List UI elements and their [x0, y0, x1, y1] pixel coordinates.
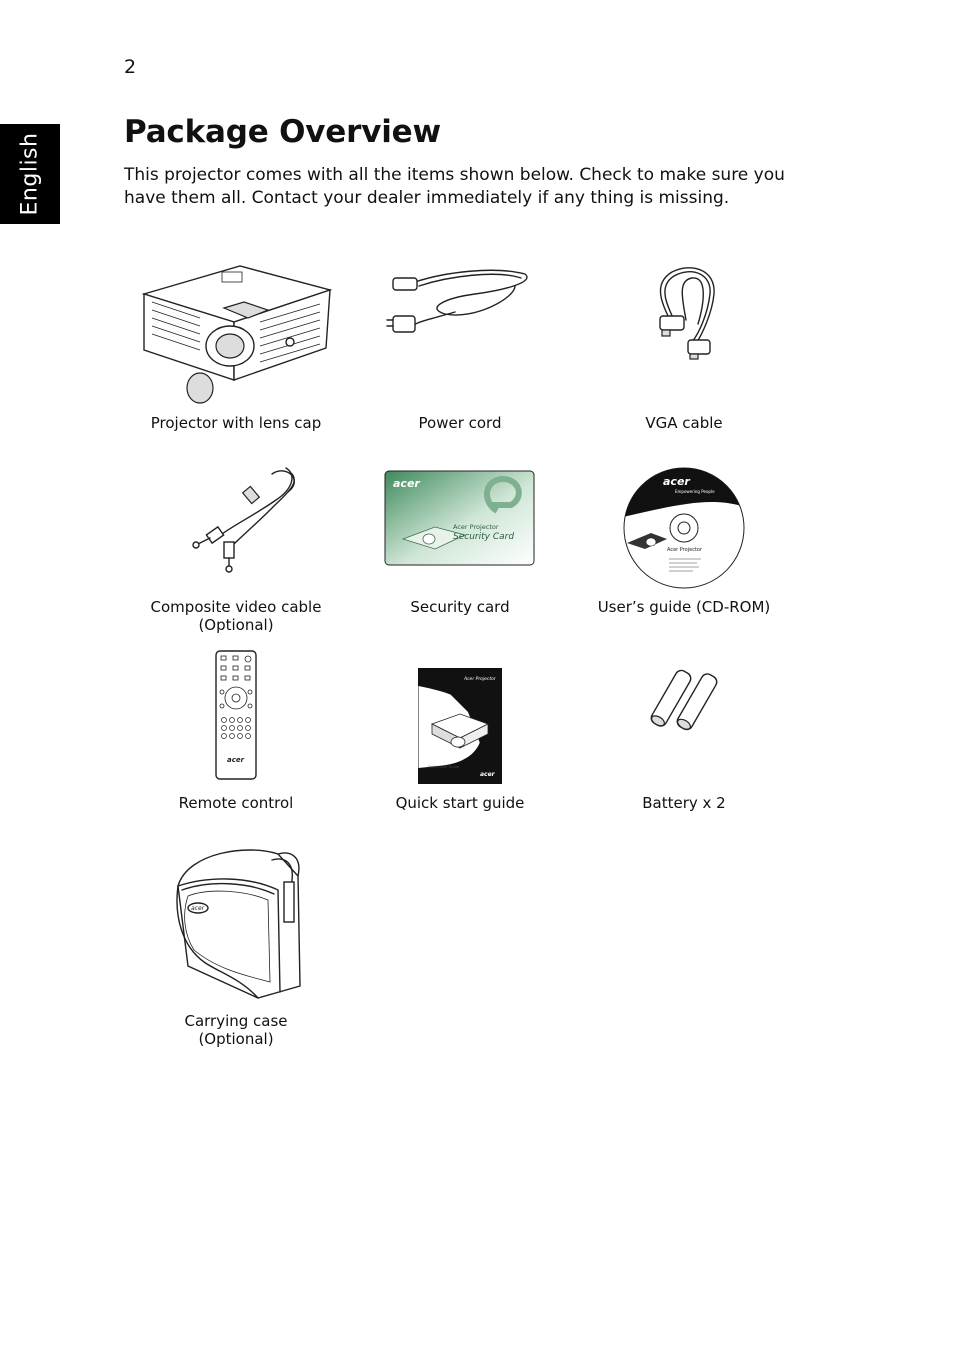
remote-control-illustration: [215, 650, 257, 780]
item-label: VGA cable: [645, 414, 723, 432]
security-card-illustration: [385, 471, 535, 566]
guide-header: Acer Projector: [464, 677, 496, 682]
cd-rom-illustration: [623, 467, 745, 589]
page-number: 2: [124, 56, 137, 78]
item-label: User’s guide (CD-ROM): [597, 598, 771, 616]
language-tab-label: English: [17, 132, 43, 216]
security-card-brand: acer: [393, 477, 420, 490]
cd-product: Acer Projector: [667, 547, 703, 553]
item-label: Composite video cable: [150, 598, 322, 616]
vga-cable-illustration: [642, 264, 732, 360]
item-remote-control: [116, 650, 356, 820]
guide-brand: acer: [480, 771, 495, 778]
item-label: Carrying case: [184, 1012, 288, 1030]
intro-paragraph: This projector comes with all the items shown below. Check to make sure you have them all. Contact your dealer immediately if any thing is missing.: [124, 165, 785, 208]
guide-footer: Quick Start Guide: [428, 765, 459, 769]
item-label: Quick start guide: [395, 794, 525, 812]
item-power-cord: [340, 262, 580, 442]
battery-illustration: [648, 666, 724, 732]
remote-brand: acer: [227, 756, 245, 764]
quick-start-guide-illustration: [418, 668, 502, 784]
composite-cable-illustration: [176, 464, 306, 574]
security-card-line1: Acer Projector: [453, 523, 499, 531]
item-quick-start-guide: [340, 650, 580, 820]
projector-illustration: [140, 262, 340, 407]
page-title: Package Overview: [124, 114, 441, 150]
item-users-guide-cd: [564, 464, 804, 639]
power-cord-illustration: [385, 268, 535, 338]
case-brand: acer: [191, 905, 205, 912]
item-label-note: (Optional): [198, 1030, 274, 1048]
item-label: Remote control: [178, 794, 294, 812]
item-carrying-case: [116, 846, 356, 1056]
item-security-card: [340, 464, 580, 639]
item-projector: [116, 262, 356, 442]
security-card-line2: Security Card: [453, 532, 515, 542]
item-label: Security card: [410, 598, 510, 616]
language-tab: [0, 124, 60, 224]
carrying-case-illustration: [168, 846, 304, 1002]
cd-tagline: Empowering People: [675, 489, 715, 494]
item-vga-cable: [564, 262, 804, 442]
item-label: Projector with lens cap: [150, 414, 322, 432]
item-composite-video-cable: [116, 464, 356, 639]
cd-brand: acer: [663, 475, 690, 488]
item-label: Battery x 2: [642, 794, 726, 812]
item-label-note: (Optional): [198, 616, 274, 634]
item-battery: [564, 650, 804, 820]
item-label: Power cord: [418, 414, 502, 432]
